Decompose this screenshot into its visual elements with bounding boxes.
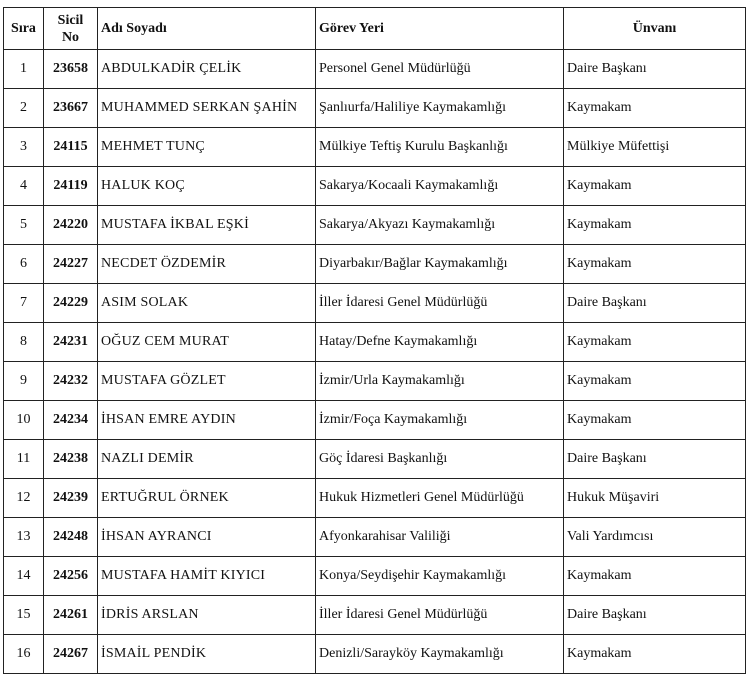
row-number: 5 [4, 206, 44, 245]
duty-location: Göç İdaresi Başkanlığı [316, 440, 564, 479]
row-number: 12 [4, 479, 44, 518]
sicil-no: 23667 [44, 89, 98, 128]
table-row [4, 557, 746, 596]
title: Kaymakam [564, 362, 746, 401]
table-row [4, 128, 746, 167]
sicil-no: 24119 [44, 167, 98, 206]
table-row [4, 206, 746, 245]
table-row [4, 440, 746, 479]
title: Kaymakam [564, 206, 746, 245]
title: Daire Başkanı [564, 284, 746, 323]
duty-location: Hatay/Defne Kaymakamlığı [316, 323, 564, 362]
table-row [4, 518, 746, 557]
full-name: ERTUĞRUL ÖRNEK [98, 479, 316, 518]
row-number: 4 [4, 167, 44, 206]
row-number: 13 [4, 518, 44, 557]
full-name: İHSAN EMRE AYDIN [98, 401, 316, 440]
duty-location: Şanlıurfa/Haliliye Kaymakamlığı [316, 89, 564, 128]
personnel-table [3, 7, 746, 674]
duty-location: Hukuk Hizmetleri Genel Müdürlüğü [316, 479, 564, 518]
sicil-no: 24231 [44, 323, 98, 362]
full-name: İSMAİL PENDİK [98, 635, 316, 674]
sicil-no: 23658 [44, 50, 98, 89]
title: Kaymakam [564, 167, 746, 206]
title: Kaymakam [564, 89, 746, 128]
title: Daire Başkanı [564, 50, 746, 89]
table-row [4, 323, 746, 362]
row-number: 16 [4, 635, 44, 674]
full-name: ABDULKADİR ÇELİK [98, 50, 316, 89]
duty-location: Diyarbakır/Bağlar Kaymakamlığı [316, 245, 564, 284]
row-number: 10 [4, 401, 44, 440]
duty-location: Personel Genel Müdürlüğü [316, 50, 564, 89]
sicil-no: 24229 [44, 284, 98, 323]
table-row [4, 479, 746, 518]
sicil-no: 24238 [44, 440, 98, 479]
sicil-no: 24227 [44, 245, 98, 284]
header-sira: Sıra [4, 8, 44, 50]
table-row [4, 167, 746, 206]
header-adi-soyadi: Adı Soyadı [98, 8, 316, 50]
duty-location: Konya/Seydişehir Kaymakamlığı [316, 557, 564, 596]
sicil-no: 24115 [44, 128, 98, 167]
sicil-no: 24256 [44, 557, 98, 596]
row-number: 7 [4, 284, 44, 323]
full-name: HALUK KOÇ [98, 167, 316, 206]
title: Mülkiye Müfettişi [564, 128, 746, 167]
sicil-no: 24248 [44, 518, 98, 557]
duty-location: İller İdaresi Genel Müdürlüğü [316, 284, 564, 323]
sicil-no: 24239 [44, 479, 98, 518]
duty-location: Afyonkarahisar Valiliği [316, 518, 564, 557]
header-unvani: Ünvanı [564, 8, 746, 50]
title: Kaymakam [564, 557, 746, 596]
table-row [4, 245, 746, 284]
full-name: İDRİS ARSLAN [98, 596, 316, 635]
full-name: MUSTAFA İKBAL EŞKİ [98, 206, 316, 245]
full-name: İHSAN AYRANCI [98, 518, 316, 557]
title: Kaymakam [564, 245, 746, 284]
full-name: NECDET ÖZDEMİR [98, 245, 316, 284]
row-number: 3 [4, 128, 44, 167]
row-number: 2 [4, 89, 44, 128]
title: Daire Başkanı [564, 440, 746, 479]
duty-location: İzmir/Foça Kaymakamlığı [316, 401, 564, 440]
header-gorev-yeri: Görev Yeri [316, 8, 564, 50]
header-row [4, 8, 746, 50]
full-name: MEHMET TUNÇ [98, 128, 316, 167]
row-number: 11 [4, 440, 44, 479]
full-name: MUSTAFA GÖZLET [98, 362, 316, 401]
duty-location: Mülkiye Teftiş Kurulu Başkanlığı [316, 128, 564, 167]
duty-location: Sakarya/Kocaali Kaymakamlığı [316, 167, 564, 206]
row-number: 6 [4, 245, 44, 284]
sicil-no: 24267 [44, 635, 98, 674]
full-name: NAZLI DEMİR [98, 440, 316, 479]
full-name: MUSTAFA HAMİT KIYICI [98, 557, 316, 596]
duty-location: Sakarya/Akyazı Kaymakamlığı [316, 206, 564, 245]
row-number: 1 [4, 50, 44, 89]
table-row [4, 362, 746, 401]
header-sicil-no [44, 8, 98, 50]
table-row [4, 50, 746, 89]
duty-location: İzmir/Urla Kaymakamlığı [316, 362, 564, 401]
table-row [4, 401, 746, 440]
sicil-no: 24232 [44, 362, 98, 401]
sicil-no: 24234 [44, 401, 98, 440]
full-name: ASIM SOLAK [98, 284, 316, 323]
table-row [4, 89, 746, 128]
title: Vali Yardımcısı [564, 518, 746, 557]
title: Kaymakam [564, 635, 746, 674]
table-row [4, 284, 746, 323]
sicil-no: 24220 [44, 206, 98, 245]
title: Kaymakam [564, 401, 746, 440]
duty-location: İller İdaresi Genel Müdürlüğü [316, 596, 564, 635]
full-name: MUHAMMED SERKAN ŞAHİN [98, 89, 316, 128]
header-sicil-line2: No [61, 29, 80, 45]
title: Daire Başkanı [564, 596, 746, 635]
duty-location: Denizli/Sarayköy Kaymakamlığı [316, 635, 564, 674]
row-number: 9 [4, 362, 44, 401]
title: Kaymakam [564, 323, 746, 362]
table-row [4, 596, 746, 635]
row-number: 8 [4, 323, 44, 362]
title: Hukuk Müşaviri [564, 479, 746, 518]
header-sicil-line1: Sicil [57, 12, 84, 28]
full-name: OĞUZ CEM MURAT [98, 323, 316, 362]
row-number: 15 [4, 596, 44, 635]
table-row [4, 635, 746, 674]
row-number: 14 [4, 557, 44, 596]
sicil-no: 24261 [44, 596, 98, 635]
